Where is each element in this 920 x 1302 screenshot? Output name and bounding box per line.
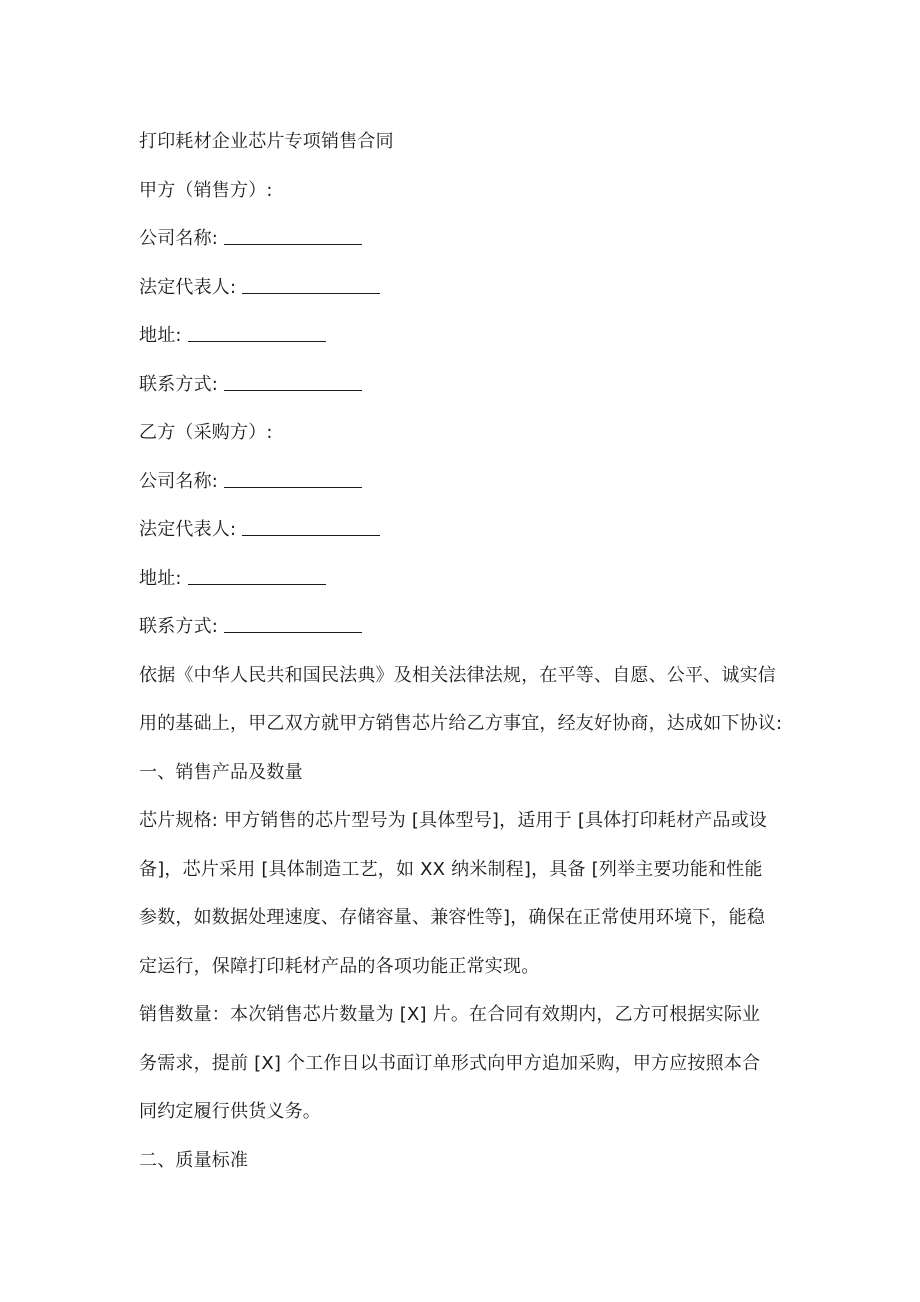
spec-line-3: 参数，如数据处理速度、存储容量、兼容性等]，确保在正常使用环境下，能稳: [139, 907, 766, 928]
party-a-company-label: 公司名称:: [139, 228, 219, 249]
party-b-address-blank: [188, 564, 326, 585]
party-b-company-label: 公司名称:: [139, 470, 219, 492]
party-b-address-label: 地址:: [139, 567, 182, 589]
party-b-rep-blank: [242, 515, 380, 536]
party-b-address-row: [139, 555, 784, 604]
party-b-contact-blank: [224, 612, 362, 633]
intro-line-2: 用的基础上，甲乙双方就甲方销售芯片给乙方事宜，经友好协商，达成如下协议:: [139, 713, 783, 734]
party-a-contact-label: 联系方式:: [139, 373, 219, 395]
intro-line-1: 依据《中华人民共和国民法典》及相关法律法规，在平等、自愿、公平、诚实信: [139, 664, 776, 686]
qty-line-1: 销售数量：本次销售芯片数量为 [X] 片。在合同有效期内，乙方可根据实际业: [139, 1004, 761, 1025]
spec-line-4: 定运行，保障打印耗材产品的各项功能正常实现。: [139, 955, 540, 977]
contract-title: 打印耗材企业芯片专项销售合同: [139, 131, 394, 152]
party-b-contact-label: 联系方式:: [139, 616, 219, 637]
party-a-rep-label: 法定代表人:: [139, 276, 237, 298]
party-a-heading: 甲方（销售方）:: [139, 179, 273, 201]
spec-line-2: 备]，芯片采用 [具体制造工艺，如 XX 纳米制程]，具备 [列举主要功能和性能: [139, 858, 763, 880]
party-b-company-row: [139, 458, 784, 507]
section-2-heading: 二、质量标准: [139, 1149, 249, 1171]
contract-body: [139, 118, 784, 1185]
party-b-rep-row: [139, 506, 784, 555]
party-a-rep-row: [139, 264, 784, 313]
party-a-contact-blank: [224, 370, 362, 391]
party-b-company-blank: [224, 467, 362, 488]
qty-line-3: 同约定履行供货义务。: [139, 1101, 321, 1122]
party-a-address-blank: [188, 321, 326, 342]
party-a-address-label: 地址:: [139, 325, 182, 346]
party-a-contact-row: [139, 361, 784, 410]
section-1-heading: 一、销售产品及数量: [139, 761, 303, 783]
party-a-company-row: [139, 215, 784, 264]
party-a-rep-blank: [242, 273, 380, 294]
spec-line-1: 芯片规格: 甲方销售的芯片型号为 [具体型号]，适用于 [具体打印耗材产品或设: [139, 810, 768, 831]
qty-line-2: 务需求，提前 [X] 个工作日以书面订单形式向甲方追加采购，甲方应按照本合: [139, 1052, 761, 1074]
party-b-contact-row: [139, 603, 784, 652]
party-a-address-row: [139, 312, 784, 361]
party-b-heading: 乙方（采购方）:: [139, 422, 273, 443]
party-a-company-blank: [224, 224, 362, 245]
party-b-rep-label: 法定代表人:: [139, 519, 237, 540]
